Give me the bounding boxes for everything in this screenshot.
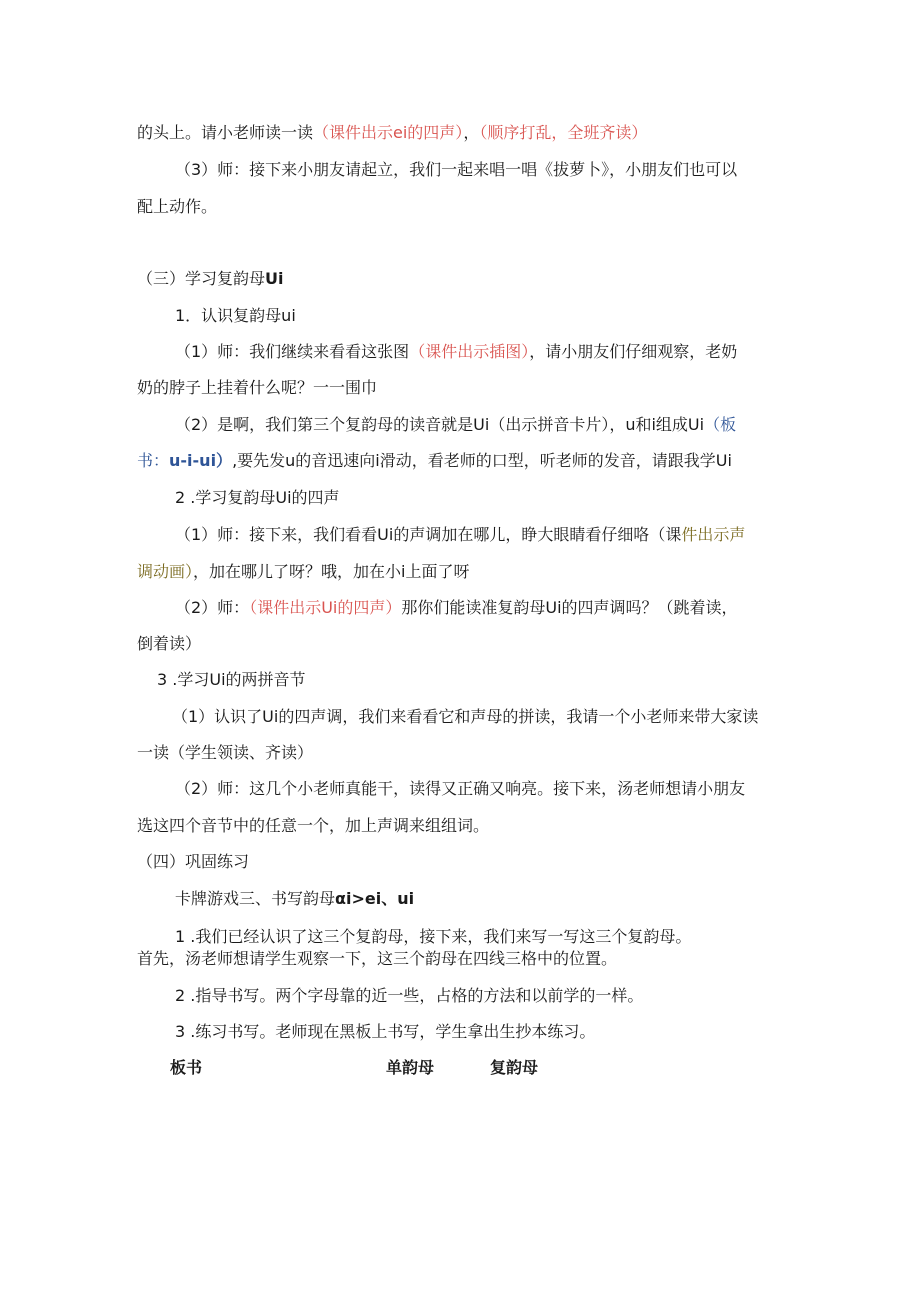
text-run: （板: [704, 415, 737, 434]
text-run: ,要先发u的音迅速向i滑动，看老师的口型，听老师的发音，请跟我学Ui: [232, 451, 732, 470]
paragraph-line: [175, 524, 745, 546]
paragraph-line: [175, 341, 737, 363]
paragraph-line: [175, 778, 745, 800]
paragraph-line: [137, 196, 217, 218]
text-run: （四）巩固练习: [137, 852, 250, 871]
paragraph-line: [137, 742, 313, 764]
paragraph-line: [175, 985, 643, 1007]
paragraph-line: [137, 948, 617, 970]
text-run: 倒着读）: [137, 634, 202, 653]
paragraph-line: [175, 597, 738, 619]
text-run: u-i-ui）: [169, 451, 233, 470]
text-run: （三）学习复韵母: [137, 269, 266, 288]
subsection-heading: [157, 669, 306, 691]
text-run: （课件出示插图）: [409, 342, 530, 361]
text-run: （课件出示ei的四声）: [313, 123, 464, 142]
text-run: （课件出示Ui的四声）: [249, 598, 402, 617]
text-run: （3）师：接下来小朋友请起立，我们一起来唱一唱《拔萝卜》，小朋友们也可以: [175, 160, 738, 179]
paragraph-line: [137, 377, 377, 399]
text-run: ，加在哪儿了呀？哦，加在小i上面了呀: [193, 562, 470, 581]
text-run: 配上动作。: [137, 197, 218, 216]
text-run: 2 .学习复韵母Ui的四声: [175, 488, 340, 507]
subsection-heading: [175, 487, 340, 509]
section-heading: [137, 851, 249, 873]
paragraph-line: [137, 450, 732, 472]
subsection-heading: [175, 305, 296, 327]
paragraph-line: [175, 414, 736, 436]
text-run: 调动画）: [137, 562, 194, 581]
text-run: Ui: [265, 269, 284, 288]
text-run: 奶的脖子上挂着什么呢？一一围巾: [137, 378, 378, 397]
text-run: 书：: [137, 451, 170, 470]
text-run: （2）师：: [175, 598, 250, 617]
text-run: 1 .我们已经认识了这三个复韵母，接下来，我们来写一写这三个复韵母。: [175, 927, 692, 946]
text-run: αi>ei、ui: [335, 889, 415, 908]
text-run: 2 .指导书写。两个字母靠的近一些，占格的方法和以前学的一样。: [175, 986, 644, 1005]
text-run: 的头上。请小老师读一读: [137, 123, 314, 142]
text-run: 首先，汤老师想请学生观察一下，这三个韵母在四线三格中的位置。: [137, 949, 618, 968]
paragraph-line: [175, 926, 691, 948]
paragraph-line: [137, 815, 489, 837]
board-compound-vowel-heading: 复韵母: [490, 1058, 539, 1077]
text-run: 卡牌游戏三、书写韵母: [175, 889, 336, 908]
paragraph-line: [175, 1021, 595, 1043]
paragraph-line: [172, 706, 758, 728]
paragraph-line: [175, 159, 737, 181]
text-run: ，: [463, 123, 480, 142]
board-single-vowel-heading: 单韵母: [386, 1058, 435, 1077]
paragraph-line: [137, 122, 647, 144]
paragraph-line: [137, 633, 201, 655]
text-run: 件出示声: [681, 525, 746, 544]
text-run: 那你们能读准复韵母Ui的四声调吗？（跳着读，: [401, 598, 738, 617]
text-run: （顺序打乱，全班齐读）: [479, 123, 648, 142]
text-run: （2）是啊，我们第三个复韵母的读音就是Ui（出示拼音卡片），u和i组成Ui: [175, 415, 705, 434]
paragraph-line: [137, 561, 469, 583]
text-run: 3 .练习书写。老师现在黑板上书写，学生拿出生抄本练习。: [175, 1022, 596, 1041]
text-run: （1）师：我们继续来看看这张图: [175, 342, 410, 361]
paragraph-line: [175, 888, 414, 910]
text-run: （1）认识了Ui的四声调，我们来看看它和声母的拼读，我请一个小老师来带大家读: [172, 707, 759, 726]
text-run: （1）师：接下来，我们看看Ui的声调加在哪儿，睁大眼睛看仔细咯（课: [175, 525, 682, 544]
text-run: （2）师：这几个小老师真能干，读得又正确又响亮。接下来，汤老师想请小朋友: [175, 779, 746, 798]
text-run: 选这四个音节中的任意一个，加上声调来组组词。: [137, 816, 490, 835]
text-run: 3 .学习Ui的两拼音节: [157, 670, 306, 689]
board-label: 板书: [170, 1058, 203, 1077]
text-run: ，请小朋友们仔细观察，老奶: [529, 342, 738, 361]
section-heading: [137, 268, 284, 290]
text-run: 1．认识复韵母ui: [175, 306, 296, 325]
text-run: 一读（学生领读、齐读）: [137, 743, 314, 762]
